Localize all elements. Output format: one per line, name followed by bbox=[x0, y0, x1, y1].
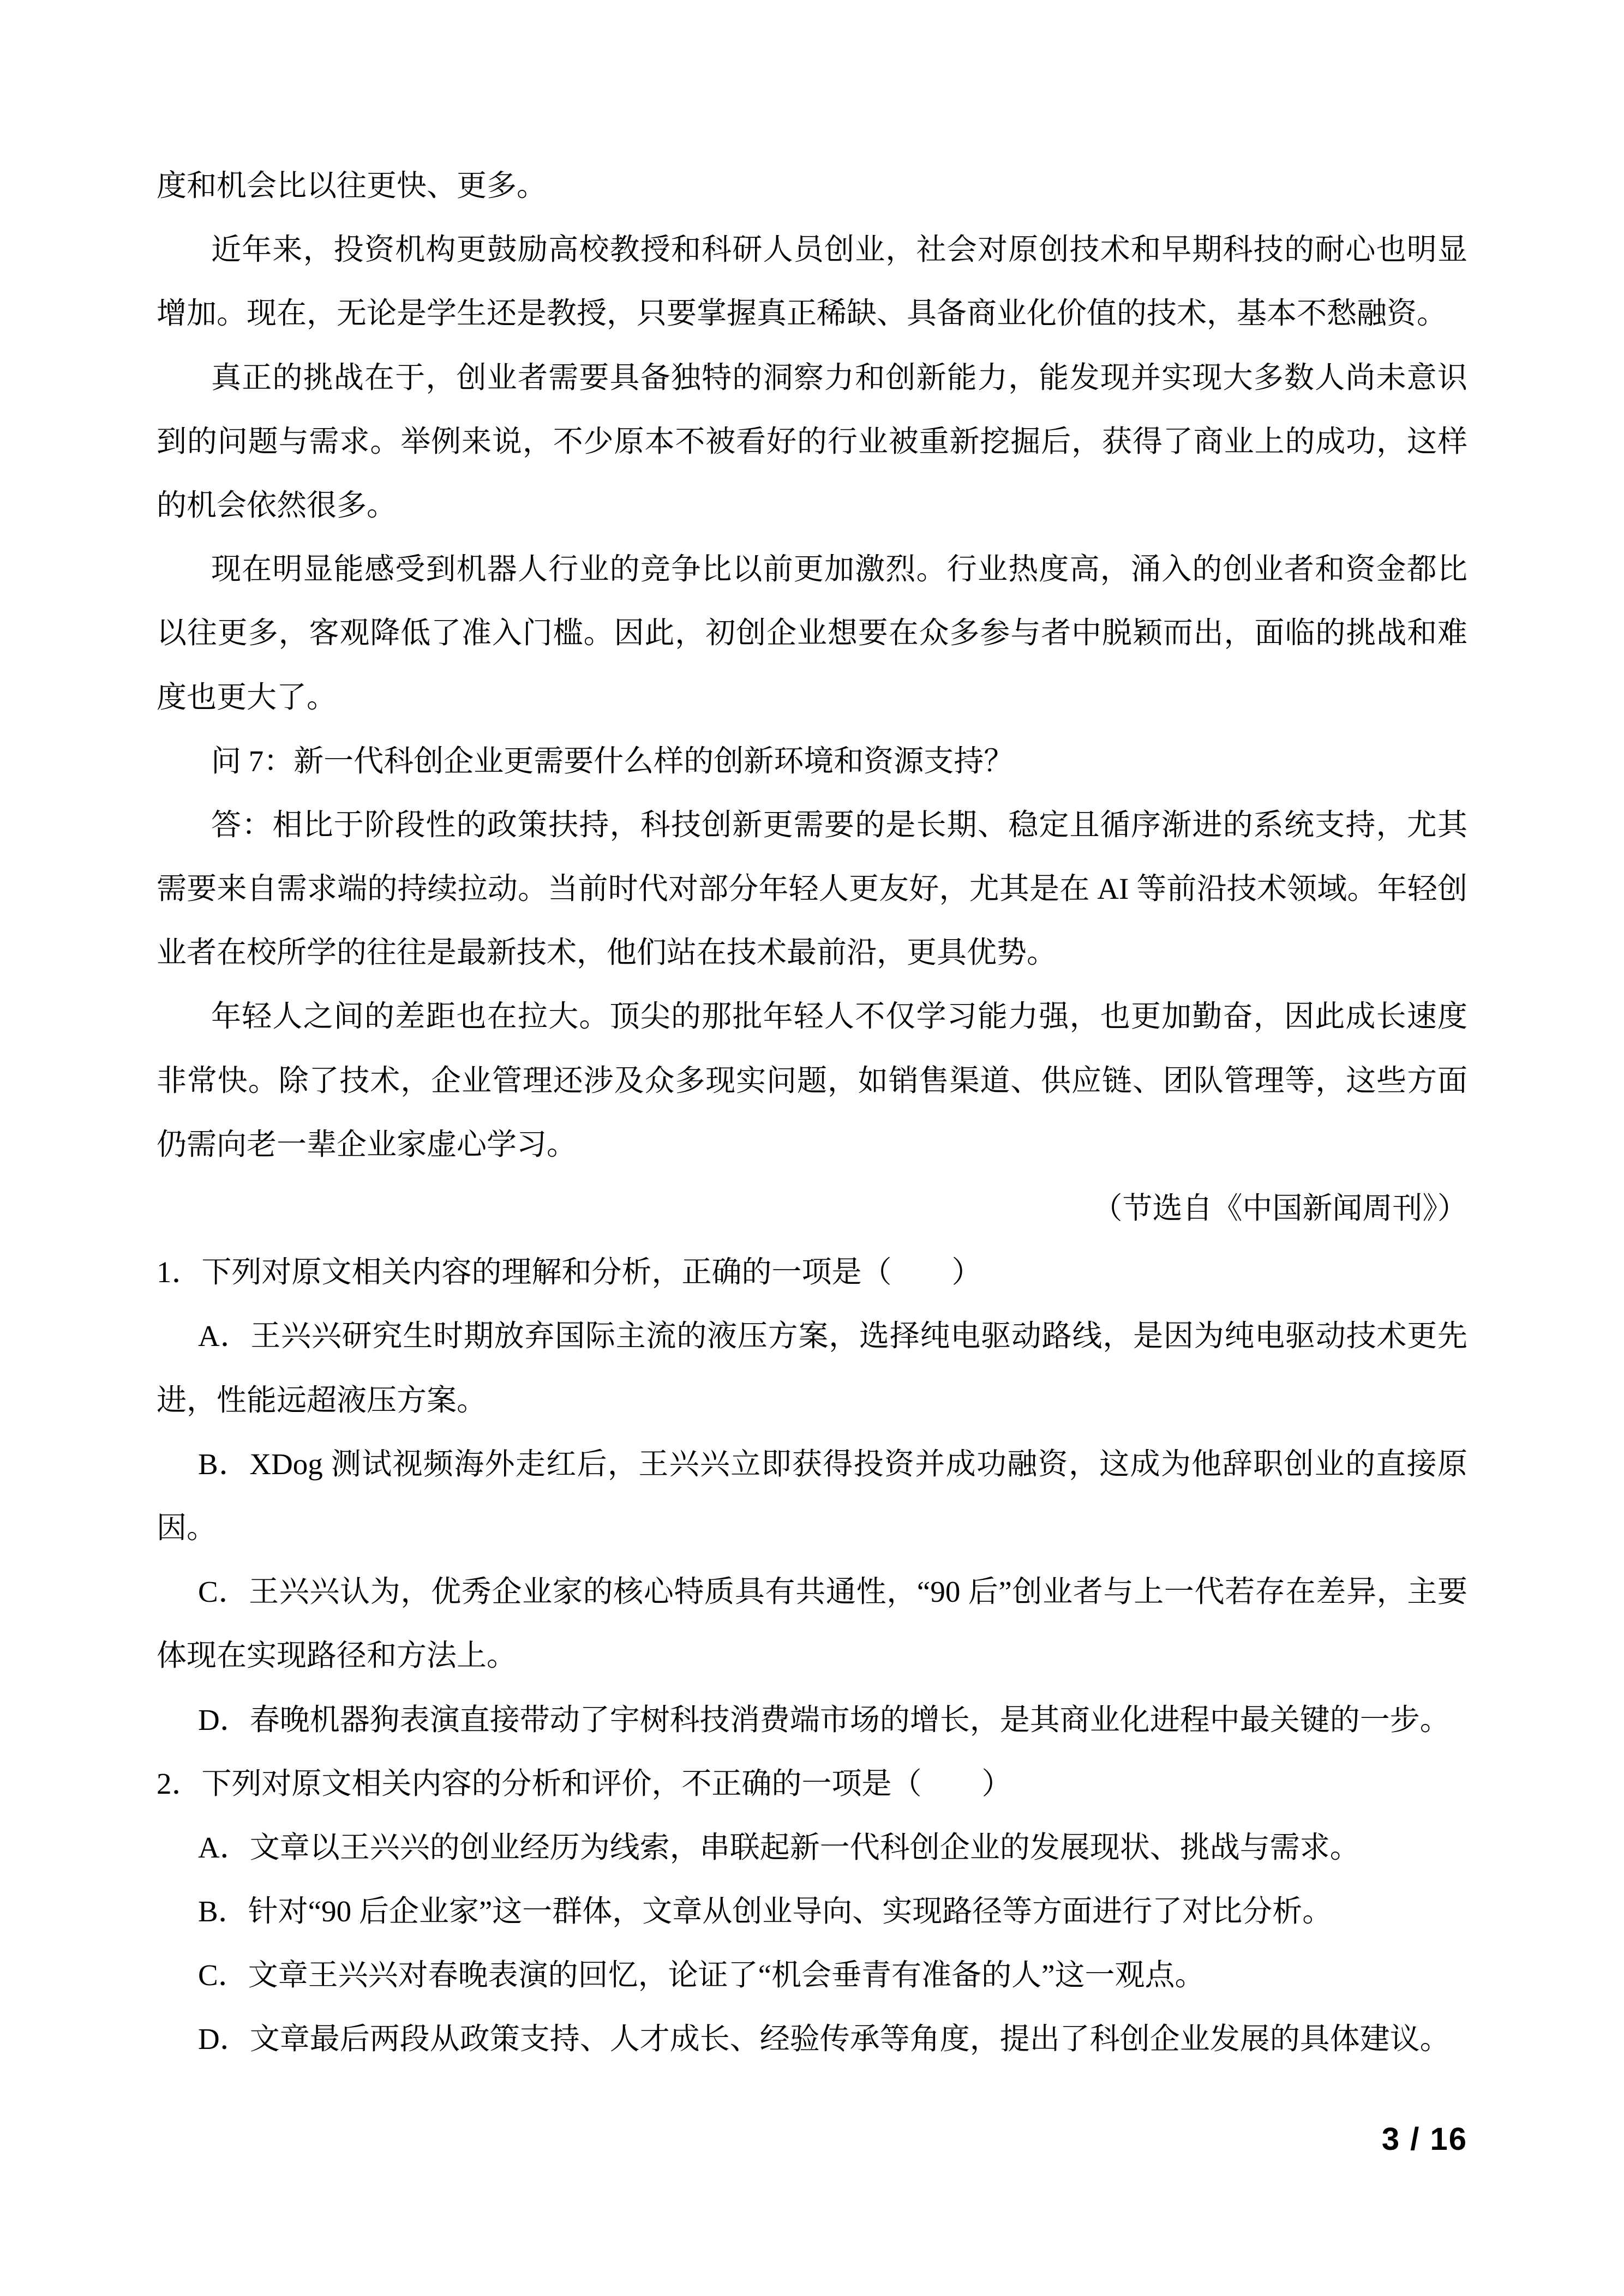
text-line: 到的问题与需求。举例来说，不少原本不被看好的行业被重新挖掘后，获得了商业上的成功，这样 bbox=[157, 424, 1467, 458]
page-number: 3 / 16 bbox=[1381, 2121, 1467, 2157]
text-line: 因。 bbox=[157, 1511, 217, 1544]
text-line: A．王兴兴研究生时期放弃国际主流的液压方案，选择纯电驱动路线，是因为纯电驱动技术更先 bbox=[198, 1319, 1467, 1353]
text-line: 度和机会比以往更快、更多。 bbox=[157, 169, 547, 202]
text-line: （节选自《中国新闻周刊》） bbox=[1092, 1192, 1467, 1225]
text-line: 业者在校所学的往往是最新技术，他们站在技术最前沿，更具优势。 bbox=[157, 936, 1057, 970]
text-line: 度也更大了。 bbox=[157, 680, 337, 714]
text-line: A．文章以王兴兴的创业经历为线索，串联起新一代科创企业的发展现状、挑战与需求。 bbox=[198, 1830, 1360, 1864]
text-line: 需要来自需求端的持续拉动。当前时代对部分年轻人更友好，尤其是在 AI 等前沿技术领域。年轻创 bbox=[157, 872, 1467, 906]
text-line: C．王兴兴认为，优秀企业家的核心特质具有共通性，“90 后”创业者与上一代若存在差异，主要 bbox=[198, 1575, 1467, 1609]
text-line: 答：相比于阶段性的政策扶持，科技创新更需要的是长期、稳定且循序渐进的系统支持，尤其 bbox=[211, 808, 1467, 842]
text-line: 问 7：新一代科创企业更需要什么样的创新环境和资源支持？ bbox=[211, 744, 1014, 778]
text-line: 进，性能远超液压方案。 bbox=[157, 1383, 487, 1417]
text-line: 仍需向老一辈企业家虚心学习。 bbox=[157, 1127, 577, 1161]
text-line: 以往更多，客观降低了准入门槛。因此，初创企业想要在众多参与者中脱颖而出，面临的挑战和难 bbox=[157, 616, 1467, 650]
text-line: 的机会依然很多。 bbox=[157, 488, 397, 522]
text-line: 现在明显能感受到机器人行业的竞争比以前更加激烈。行业热度高，涌入的创业者和资金都比 bbox=[211, 552, 1467, 586]
text-line: 近年来，投资机构更鼓励高校教授和科研人员创业，社会对原创技术和早期科技的耐心也明显 bbox=[211, 233, 1467, 267]
text-line: 非常快。除了技术，企业管理还涉及众多现实问题，如销售渠道、供应链、团队管理等，这些方面 bbox=[157, 1063, 1467, 1097]
text-line: B．XDog 测试视频海外走红后，王兴兴立即获得投资并成功融资，这成为他辞职创业的直接原 bbox=[198, 1447, 1467, 1481]
body-text bbox=[157, 154, 1467, 2071]
text-line: D．春晚机器狗表演直接带动了宇树科技消费端市场的增长，是其商业化进程中最关键的一步。 bbox=[198, 1703, 1450, 1736]
text-line: D．文章最后两段从政策支持、人才成长、经验传承等角度，提出了科创企业发展的具体建议。 bbox=[198, 2022, 1450, 2056]
text-line: B．针对“90 后企业家”这一群体，文章从创业导向、实现路径等方面进行了对比分析。 bbox=[198, 1895, 1333, 1928]
text-line: 真正的挑战在于，创业者需要具备独特的洞察力和创新能力，能发现并实现大多数人尚未意识 bbox=[211, 360, 1467, 394]
text-line: 2．下列对原文相关内容的分析和评价，不正确的一项是（ ） bbox=[157, 1766, 1012, 1800]
text-line: 增加。现在，无论是学生还是教授，只要掌握真正稀缺、具备商业化价值的技术，基本不愁融资。 bbox=[157, 297, 1447, 330]
text-line: C．文章王兴兴对春晚表演的回忆，论证了“机会垂青有准备的人”这一观点。 bbox=[198, 1958, 1205, 1992]
text-line: 1．下列对原文相关内容的理解和分析，正确的一项是（ ） bbox=[157, 1255, 982, 1289]
text-line: 体现在实现路径和方法上。 bbox=[157, 1639, 517, 1673]
text-line: 年轻人之间的差距也在拉大。顶尖的那批年轻人不仅学习能力强，也更加勤奋，因此成长速度 bbox=[211, 1000, 1467, 1033]
